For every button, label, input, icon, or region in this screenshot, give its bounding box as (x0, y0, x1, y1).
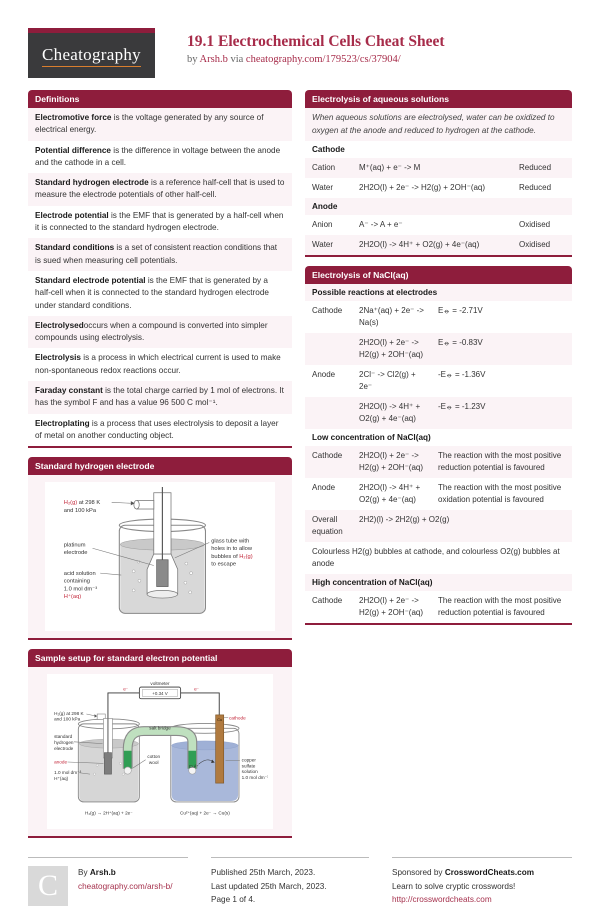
gas-inlet-cap (134, 501, 139, 510)
platinum-label-2: electrode (63, 550, 88, 557)
definition-text: is the voltage generated by any source of electrical energy. (35, 113, 264, 135)
sponsor-pre: Sponsored by (392, 868, 445, 878)
acid-label-2: containing (63, 578, 90, 585)
cell-electrode: Anode (312, 483, 336, 493)
title-block (187, 28, 445, 78)
tube-label-2: holes in to allow (211, 546, 253, 553)
cheatography-c-logo (28, 866, 68, 906)
voltmeter-label: voltmeter (150, 681, 170, 687)
footer-author: Arsh.b (89, 868, 116, 878)
setup-diagram-wrap (28, 667, 292, 836)
definition-item (28, 173, 292, 206)
tube-label-3: bubbles of H₂(g) (211, 554, 253, 561)
table-row (305, 365, 572, 397)
gas-pointer (86, 714, 94, 716)
acid-label-2: H⁺(aq) (54, 776, 69, 782)
cell-note: The reaction with the most positive reduction potential is favoured (438, 451, 562, 473)
platinum-electrode (104, 753, 111, 775)
cotton-label-2: wool (148, 760, 159, 766)
cell-note: The reaction with the most positive oxidation potential is favoured (438, 483, 562, 505)
aqueous-rows (305, 108, 572, 255)
table-row (305, 591, 572, 623)
cell-equation: 2H2O(l) -> 4H⁺ + O2(g) + 4e⁻(aq) (359, 402, 421, 424)
definition-text: is the EMF that is generated by a half-cell when it is connected to the standard hydrogen electrode. (35, 210, 284, 233)
cell-potential: -E⦵ = -1.36V (438, 370, 486, 380)
acid-pointer (100, 573, 121, 575)
she-diagram-wrap (28, 475, 292, 638)
sponsor-name: CrosswordCheats.com (444, 868, 534, 878)
cathode-label: cathode (229, 715, 246, 721)
masthead (28, 28, 572, 78)
right-column (305, 90, 572, 634)
footer-author-col (28, 857, 188, 907)
sponsor-link[interactable]: http://crosswordcheats.com (392, 895, 492, 905)
definition-item (28, 348, 292, 381)
acid-label-4: H⁺(aq) (63, 594, 82, 601)
tube-label-1: glass tube with (211, 538, 250, 545)
table-row (305, 301, 572, 333)
footer-author-block (78, 866, 173, 907)
nacl-header: Electrolysis of NaCl(aq) (305, 266, 572, 284)
setup-header: Sample setup for standard electron potential (28, 649, 292, 667)
cu-ion-label: Cu²⁺ (188, 764, 199, 770)
cell-equation: 2H2O(l) + 2e⁻ -> H2(g) + 2OH⁻(aq) (359, 451, 424, 473)
definition-term: Standard electrode potential (35, 275, 146, 285)
cell-equation: M⁺(aq) + e⁻ -> M (359, 163, 421, 173)
definition-text: is the EMF that is generated by a half-cell when it is connected to the standard hydrogen electrode under standard conditions. (35, 275, 269, 310)
cell-potential: E⦵ = -2.71V (438, 306, 483, 316)
cell-electrode: Cathode (312, 306, 343, 316)
cell-equation: 2Cl⁻ -> Cl2(g) + 2e⁻ (359, 370, 416, 392)
columns (28, 90, 572, 847)
definition-text: is a process in which electrical current is used to make non-spontaneous redox reactions occur. (35, 353, 281, 375)
blue-surface (172, 741, 238, 750)
table-row (305, 158, 572, 178)
cell-species: Water (312, 183, 334, 193)
cheatography-logo[interactable] (28, 28, 155, 78)
aqueous-intro: When aqueous solutions are electrolysed, water can be oxidized to oxygen at the anode and reduced to hydrogen at the cathode. (305, 108, 572, 141)
cu-label: Cu (217, 717, 223, 723)
she-box (28, 457, 292, 640)
page-title: 19.1 Electrochemical Cells Cheat Sheet (187, 33, 445, 50)
definition-term: Electroplating (35, 418, 90, 428)
copper-electrode (216, 715, 224, 783)
subheader-possible-reactions: Possible reactions at electrodes (305, 284, 572, 301)
platinum-electrode (157, 560, 168, 587)
cell-potential: E⦵ = -0.83V (438, 338, 483, 348)
cell-electrode: Cathode (312, 451, 343, 461)
byline (187, 54, 445, 65)
table-row (305, 510, 572, 542)
definition-item (28, 108, 292, 141)
table-row (305, 478, 572, 510)
footer-author-link[interactable]: cheatography.com/arsh-b/ (78, 881, 173, 891)
acid-label-3: 1.0 mol dm⁻³ (63, 586, 98, 593)
definition-item (28, 271, 292, 316)
subheader-cathode: Cathode (305, 141, 572, 158)
gas-label-1: H₂(g) at 298 K (54, 711, 84, 717)
definition-term: Standard hydrogen electrode (35, 178, 149, 188)
definition-item (28, 238, 292, 271)
voltmeter-reading: +0.34 V (152, 691, 168, 697)
footer-meta-col (211, 857, 369, 907)
acid-label-1: acid solution (63, 571, 96, 578)
definition-term: Potential difference (35, 145, 111, 155)
cell-equation: 2H2O(l) -> 4H⁺ + O2(g) + 4e⁻(aq) (359, 483, 421, 505)
footer (0, 857, 600, 907)
gas-label-2: and 100 kPa (54, 716, 81, 722)
gas-label: H₂(g) at 298 K (63, 500, 101, 507)
table-row (305, 333, 572, 365)
glass-tube-bottom (147, 591, 178, 599)
updated-date: Last updated 25th March, 2023. (211, 881, 327, 891)
definitions-header: Definitions (28, 90, 292, 108)
cell-species: Water (312, 240, 334, 250)
definition-term: Electromotive force (35, 113, 112, 122)
she-label-1: standard (54, 734, 73, 740)
logo-text: Cheatography (42, 45, 141, 67)
cuso4-label-2: sulfate (241, 763, 256, 769)
wire-right (181, 693, 220, 715)
cell-result: Reduced (519, 183, 552, 193)
cell-result: Oxidised (519, 240, 551, 250)
cell-result: Reduced (519, 163, 552, 173)
page-number: Page 1 of 4. (211, 895, 256, 905)
cell-electrode (312, 401, 352, 425)
cell-equation: 2H2)(l) -> 2H2(g) + O2(g) (359, 515, 450, 525)
sheet-url-link[interactable]: cheatography.com/179523/cs/37904/ (245, 54, 401, 65)
cuso4-label-3: solution (241, 769, 258, 775)
salt-bridge-label: salt bridge (149, 725, 171, 731)
left-column (28, 90, 292, 847)
gas-pointer (112, 503, 131, 504)
definition-term: Electrolysis (35, 353, 81, 363)
she-header: Standard hydrogen electrode (28, 457, 292, 475)
table-row (305, 178, 572, 198)
cell-species: Cation (312, 163, 336, 173)
subheader-low-concentration: Low concentration of NaCl(aq) (305, 429, 572, 446)
observation-note: Colourless H2(g) bubbles at cathode, and colourless O2(g) bubbles at anode (305, 542, 572, 574)
cotton-label-1: cotton (147, 754, 161, 760)
footer-by-line (78, 866, 173, 880)
footer-sponsor-col (392, 857, 572, 907)
cell-equation: 2H2O(l) + 2e⁻ -> H2(g) + 2OH⁻(aq) (359, 183, 486, 193)
cell-equation: 2H2O(l) -> 4H⁺ + O2(g) + 4e⁻(aq) (359, 240, 480, 250)
cell-species: Anion (312, 220, 333, 230)
by-label: By (78, 868, 90, 878)
byline-via: via (230, 54, 244, 65)
definition-text: is the total charge carried by 1 mol of electrons. It has the symbol F and has a value 96 500 C mol⁻¹. (35, 386, 284, 408)
tube-label-4: to escape (211, 561, 237, 568)
aqueous-header: Electrolysis of aqueous solutions (305, 90, 572, 108)
gas-arrowhead (94, 715, 97, 718)
table-row (305, 235, 572, 255)
subheader-high-concentration: High concentration of NaCl(aq) (305, 574, 572, 591)
definition-item (28, 381, 292, 414)
cell-electrode: Anode (312, 370, 336, 380)
electron-flow-left: e⁻ (123, 686, 129, 692)
gas-label-line2: and 100 kPa (63, 508, 97, 515)
table-row (305, 446, 572, 478)
definition-term: Faraday constant (35, 386, 103, 396)
cuso4-label-1: copper (241, 757, 256, 763)
cell-equation: A⁻ -> A + e⁻ (359, 220, 403, 230)
sponsor-line (392, 866, 572, 880)
table-row (305, 397, 572, 429)
copper-sulfate-solution (172, 746, 238, 802)
cell-note: The reaction with the most positive reduction potential is favoured (438, 596, 562, 618)
cell-electrode: Overall equation (312, 515, 343, 537)
definition-term: Standard conditions (35, 243, 115, 253)
cell-electrode: Cathode (312, 596, 343, 606)
definitions-box (28, 90, 292, 448)
sponsor-tagline: Learn to solve cryptic crosswords! (392, 881, 516, 891)
anode-equation: H₂(g) → 2H⁺(aq) + 2e⁻ (84, 810, 133, 816)
cell-equation: 2Na⁺(aq) + 2e⁻ -> Na(s) (359, 306, 424, 328)
published-date: Published 25th March, 2023. (211, 868, 316, 878)
subheader-anode: Anode (305, 198, 572, 215)
platinum-label-1: platinum (63, 542, 86, 549)
definition-item (28, 414, 292, 447)
aqueous-box (305, 90, 572, 257)
setup-diagram-panel (47, 674, 273, 829)
definition-text: is the difference in voltage between the anode and the cathode in a cell. (35, 145, 281, 167)
author-link[interactable]: Arsh.b (199, 54, 228, 65)
she-label-2: hydrogen (54, 740, 74, 746)
setup-diagram (52, 679, 268, 819)
cell-equation: 2H2O(l) + 2e⁻ -> H2(g) + 2OH⁻(aq) (359, 596, 424, 618)
cell-result: Oxidised (519, 220, 551, 230)
c-letter: C (37, 869, 58, 903)
cathode-equation: Cu²⁺(aq) + 2e⁻ → Cu(s) (179, 810, 230, 816)
nacl-rows (305, 284, 572, 623)
definitions-rows (28, 108, 292, 446)
definition-text: is a process that uses electrolysis to deposit a layer of metal on another conducting object. (35, 418, 279, 440)
she-diagram (50, 487, 270, 621)
setup-box (28, 649, 292, 838)
definition-term: Electrolysed (35, 320, 84, 330)
she-diagram-panel (45, 482, 275, 631)
definition-text: occurs when a compound is converted into simpler compounds using electrolysis. (35, 320, 268, 343)
definition-term: Electrode potential (35, 210, 109, 220)
electron-flow-right: e⁻ (194, 686, 200, 692)
cuso4-label-4: 1.0 mol dm⁻³ (241, 775, 268, 781)
table-row (305, 215, 572, 235)
definition-item (28, 141, 292, 174)
cell-potential: -E⦵ = -1.23V (438, 402, 486, 412)
nacl-box (305, 266, 572, 625)
anode-label: anode (54, 759, 68, 765)
definition-text: is a reference half-cell that is used to measure the electrode potentials of other half-cell. (35, 178, 285, 200)
definition-item (28, 206, 292, 239)
cotton-wool-left (124, 767, 131, 774)
cell-equation: 2H2O(l) + 2e⁻ -> H2(g) + 2OH⁻(aq) (359, 338, 424, 360)
cell-electrode (312, 337, 352, 361)
definition-text: is a set of consistent reaction conditions that is sued when measuring cell potentials. (35, 243, 278, 265)
definition-item (28, 316, 292, 349)
she-label-3: electrode (54, 746, 74, 752)
byline-by: by (187, 54, 198, 65)
acid-label-1: 1.0 mol dm⁻³ (54, 770, 82, 776)
